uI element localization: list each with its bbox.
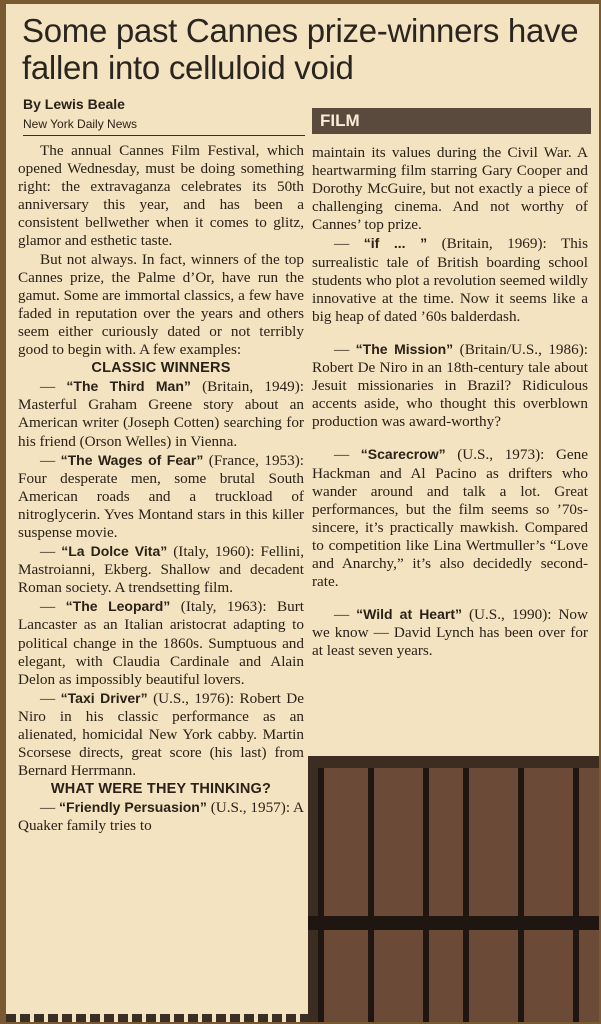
entry-title: “The Third Man”	[66, 378, 191, 395]
entry-title: “Scarecrow”	[360, 446, 446, 463]
bottom-torn-edge	[6, 1014, 308, 1022]
entry-body: (Britain, 1969): This surrealistic tale of British boarding school students who plot a revolution seemed wildly innovative at the time. Now it seems like a big heap of dated ’60s balderdash.	[312, 235, 588, 325]
right-column	[312, 144, 588, 660]
entry-the-leopard: — “The Leopard” (Italy, 1963): Burt Lancaster as an Italian aristocrat adapting to political change in the 1860s. Sumptuous and elegant, with Claudia Cardinale and Alain Delon as impossibly beautiful lovers.	[18, 598, 305, 688]
intro-paragraph-2: But not always. In fact, winners of the top Cannes prize, the Palme d’Or, have run the gamut. Some are immortal classics, a few have faded in reputation over the years and others seem either curiously dated or not terribly good to begin with. A few examples:	[18, 250, 304, 359]
intro-paragraph: The annual Cannes Film Festival, which opened Wednesday, must be doing something right: the extravaganza celebrates its 50th anniversary this year, and has been a consistent bellwether when it comes to glitz, glamor and esthetic taste.	[18, 142, 304, 250]
entry-title: “Taxi Driver”	[60, 689, 148, 706]
photo-plank-line	[573, 768, 579, 1022]
photo-plank-line	[463, 768, 469, 1022]
left-column	[18, 142, 304, 836]
entry-the-mission: — “The Mission” (Britain/U.S., 1986): Robert De Niro in an 18th-century tale about Jesuit missionaries in Brazil? Ridiculous accents aside, who thought this overblown production was award-worthy?	[312, 340, 588, 431]
byline-rule	[23, 135, 305, 136]
photo-plank-line	[518, 768, 524, 1022]
entry-body: (U.S., 1990): Now we know — David Lynch has been over for at least seven years.	[312, 606, 588, 660]
source-line: New York Daily News	[23, 117, 138, 131]
continuation-paragraph: maintain its values during the Civil War. A heartwarming film starring Gary Cooper and Dorothy McGuire, but not exactly a piece of challenging cinema. And not worthy of Cannes’ top prize.	[312, 144, 588, 234]
entry-body: (Italy, 1960): Fellini, Mastroianni, Ekberg. Shallow and decadent Roman society. A trendsetting film.	[18, 543, 305, 597]
entry-title: “The Mission”	[355, 340, 454, 357]
entry-body: (Italy, 1963): Burt Lancaster as an Italian aristocrat adapting to political change in the 1860s. Sumptuous and elegant, with Claudia Cardinale and Alain Delon as impossibly beautiful lovers.	[18, 598, 305, 688]
byline: By Lewis Beale	[23, 96, 125, 112]
entry-title: “if ... ”	[363, 235, 428, 252]
photo-crossbeam	[308, 916, 599, 930]
section-label: FILM	[312, 108, 591, 134]
newspaper-clipping	[6, 4, 599, 1022]
photo-fragment	[308, 756, 599, 1022]
photo-plank-line	[423, 768, 429, 1022]
entry-body: (Britain, 1949): Masterful Graham Greene story about an American writer (Joseph Cotten) searching for his friend (Orson Welles) in Vienna.	[18, 378, 305, 450]
photo-wood-panel	[318, 768, 599, 1022]
entry-taxi-driver: — “Taxi Driver” (U.S., 1976): Robert De Niro in his classic performance as an alienated, homicidal New York cabby. Martin Scorsese directs, great score (his last) from Bernard Herrmann.	[18, 689, 305, 780]
subhead-what-were-they-thinking: WHAT WERE THEY THINKING?	[50, 781, 272, 798]
subhead-classic-winners: CLASSIC WINNERS	[91, 360, 231, 377]
entry-body: (U.S., 1973): Gene Hackman and Al Pacino as drifters who wander around and talk a lot. Great performances, but the film seems so ’70s-sincere, it’s practically mawkish. Compared to competition like Lina Wertmuller’s “Love and Anarchy,” it’s also decidedly second-rate.	[312, 446, 588, 591]
headline: Some past Cannes prize-winners have fallen into celluloid void	[22, 12, 579, 86]
entry-title: “Wild at Heart”	[356, 606, 462, 623]
entry-if: — “if ... ” (Britain, 1969): This surrealistic tale of British boarding school students who plot a revolution seemed wildly innovative at the time. Now it seems like a big heap of dated ’60s balderdash.	[312, 235, 588, 325]
photo-plank-line	[318, 768, 324, 1022]
entry-wages-of-fear: — “The Wages of Fear” (France, 1953): Four desperate men, some brutal South American roads and a truckload of nitroglycerin. Yves Montand stars in this killer suspense movie.	[18, 451, 305, 541]
entry-scarecrow: — “Scarecrow” (U.S., 1973): Gene Hackman and Al Pacino as drifters who wander around and talk a lot. Great performances, but the film seems so ’70s-sincere, it’s practically mawkish. Compared to competition like Lina Wertmuller’s “Love and Anarchy,” it’s also decidedly second-rate.	[312, 446, 588, 591]
entry-third-man: — “The Third Man” (Britain, 1949): Masterful Graham Greene story about an American writer (Joseph Cotten) searching for his friend (Orson Welles) in Vienna.	[18, 378, 305, 450]
entry-body: (France, 1953): Four desperate men, some brutal South American roads and a truckload of nitroglycerin. Yves Montand stars in this killer suspense movie.	[18, 451, 305, 541]
entry-body: (U.S., 1976): Robert De Niro in his classic performance as an alienated, homicidal New York cabby. Martin Scorsese directs, great score (his last) from Bernard Herrmann.	[18, 689, 305, 780]
entry-friendly-persuasion: — “Friendly Persuasion” (U.S., 1957): A Quaker family tries to	[18, 799, 304, 835]
entry-la-dolce-vita: — “La Dolce Vita” (Italy, 1960): Fellini, Mastroianni, Ekberg. Shallow and decadent Roman society. A trendsetting film.	[18, 543, 305, 597]
entry-title: “La Dolce Vita”	[61, 543, 168, 560]
entry-title: “The Wages of Fear”	[60, 451, 204, 468]
entry-body: (Britain/U.S., 1986): Robert De Niro in an 18th-century tale about Jesuit missionaries in Brazil? Ridiculous accents aside, who thought this overblown production was award-worthy?	[312, 340, 588, 431]
entry-title: “The Leopard”	[65, 598, 171, 615]
entry-body: (U.S., 1957): A Quaker family tries to	[18, 799, 304, 835]
photo-plank-line	[368, 768, 374, 1022]
entry-wild-at-heart: — “Wild at Heart” (U.S., 1990): Now we know — David Lynch has been over for at least seven years.	[312, 606, 588, 660]
entry-title: “Friendly Persuasion”	[59, 799, 207, 816]
